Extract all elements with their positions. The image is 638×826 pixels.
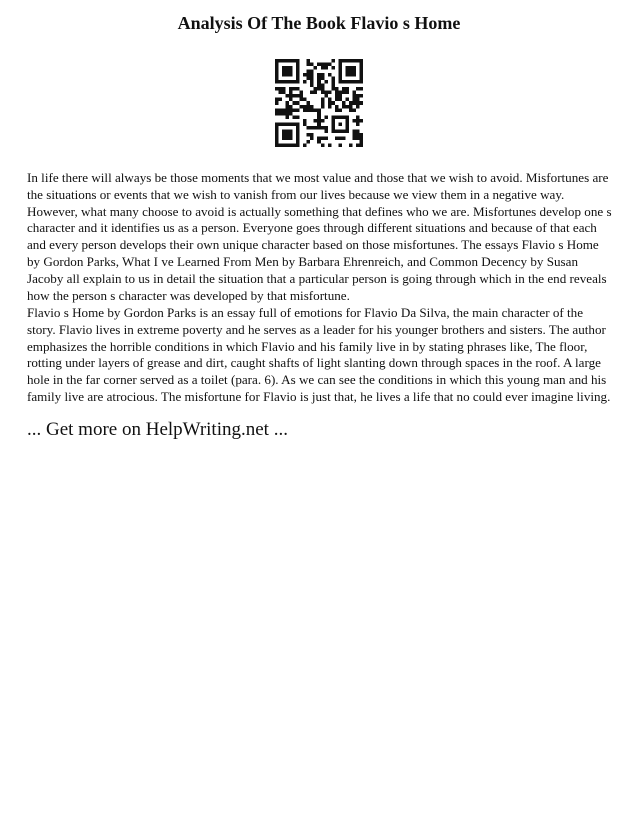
body-paragraph-1: In life there will always be those moments that we most value and those that we wish to avoid. Misfortunes are the situations or events that we wish to vanish from our lives because we view them in a negative way. However, what many choose to avoid is actually something that defines who we are. Misfortunes develop one s character and it identifies us as a person. Everyone goes through different situations and because of that each and every person develops their own unique character based on those misfortunes. The essays Flavio s Home by Gordon Parks, What I ve Learned From Men by Barbara Ehrenreich, and Common Decency by Susan Jacoby all explain to us in detail the situation that a particular person is going through which in the end reveals how the person s character was developed by that misfortune. xyxy=(27,170,612,303)
body-paragraph-2: Flavio s Home by Gordon Parks is an essay full of emotions for Flavio Da Silva, the main character of the story. Flavio lives in extreme poverty and he serves as a leader for his younger brothers and sisters. The author emphasizes the horrible conditions in which Flavio and his family live in by stating phrases like, The floor, rotting under layers of grease and dirt, caught shafts of light slanting down through spaces in the roof. A large hole in the far corner served as a toilet (para. 6). As we can see the conditions in which this young man and his family live are atrocious. The misfortune for Flavio is just that, he lives a life that no could ever imagine living. xyxy=(27,305,611,404)
qr-code-icon xyxy=(275,59,363,147)
page-title: Analysis Of The Book Flavio s Home xyxy=(177,13,461,33)
get-more-link[interactable]: ... Get more on HelpWriting.net ... xyxy=(27,419,288,440)
